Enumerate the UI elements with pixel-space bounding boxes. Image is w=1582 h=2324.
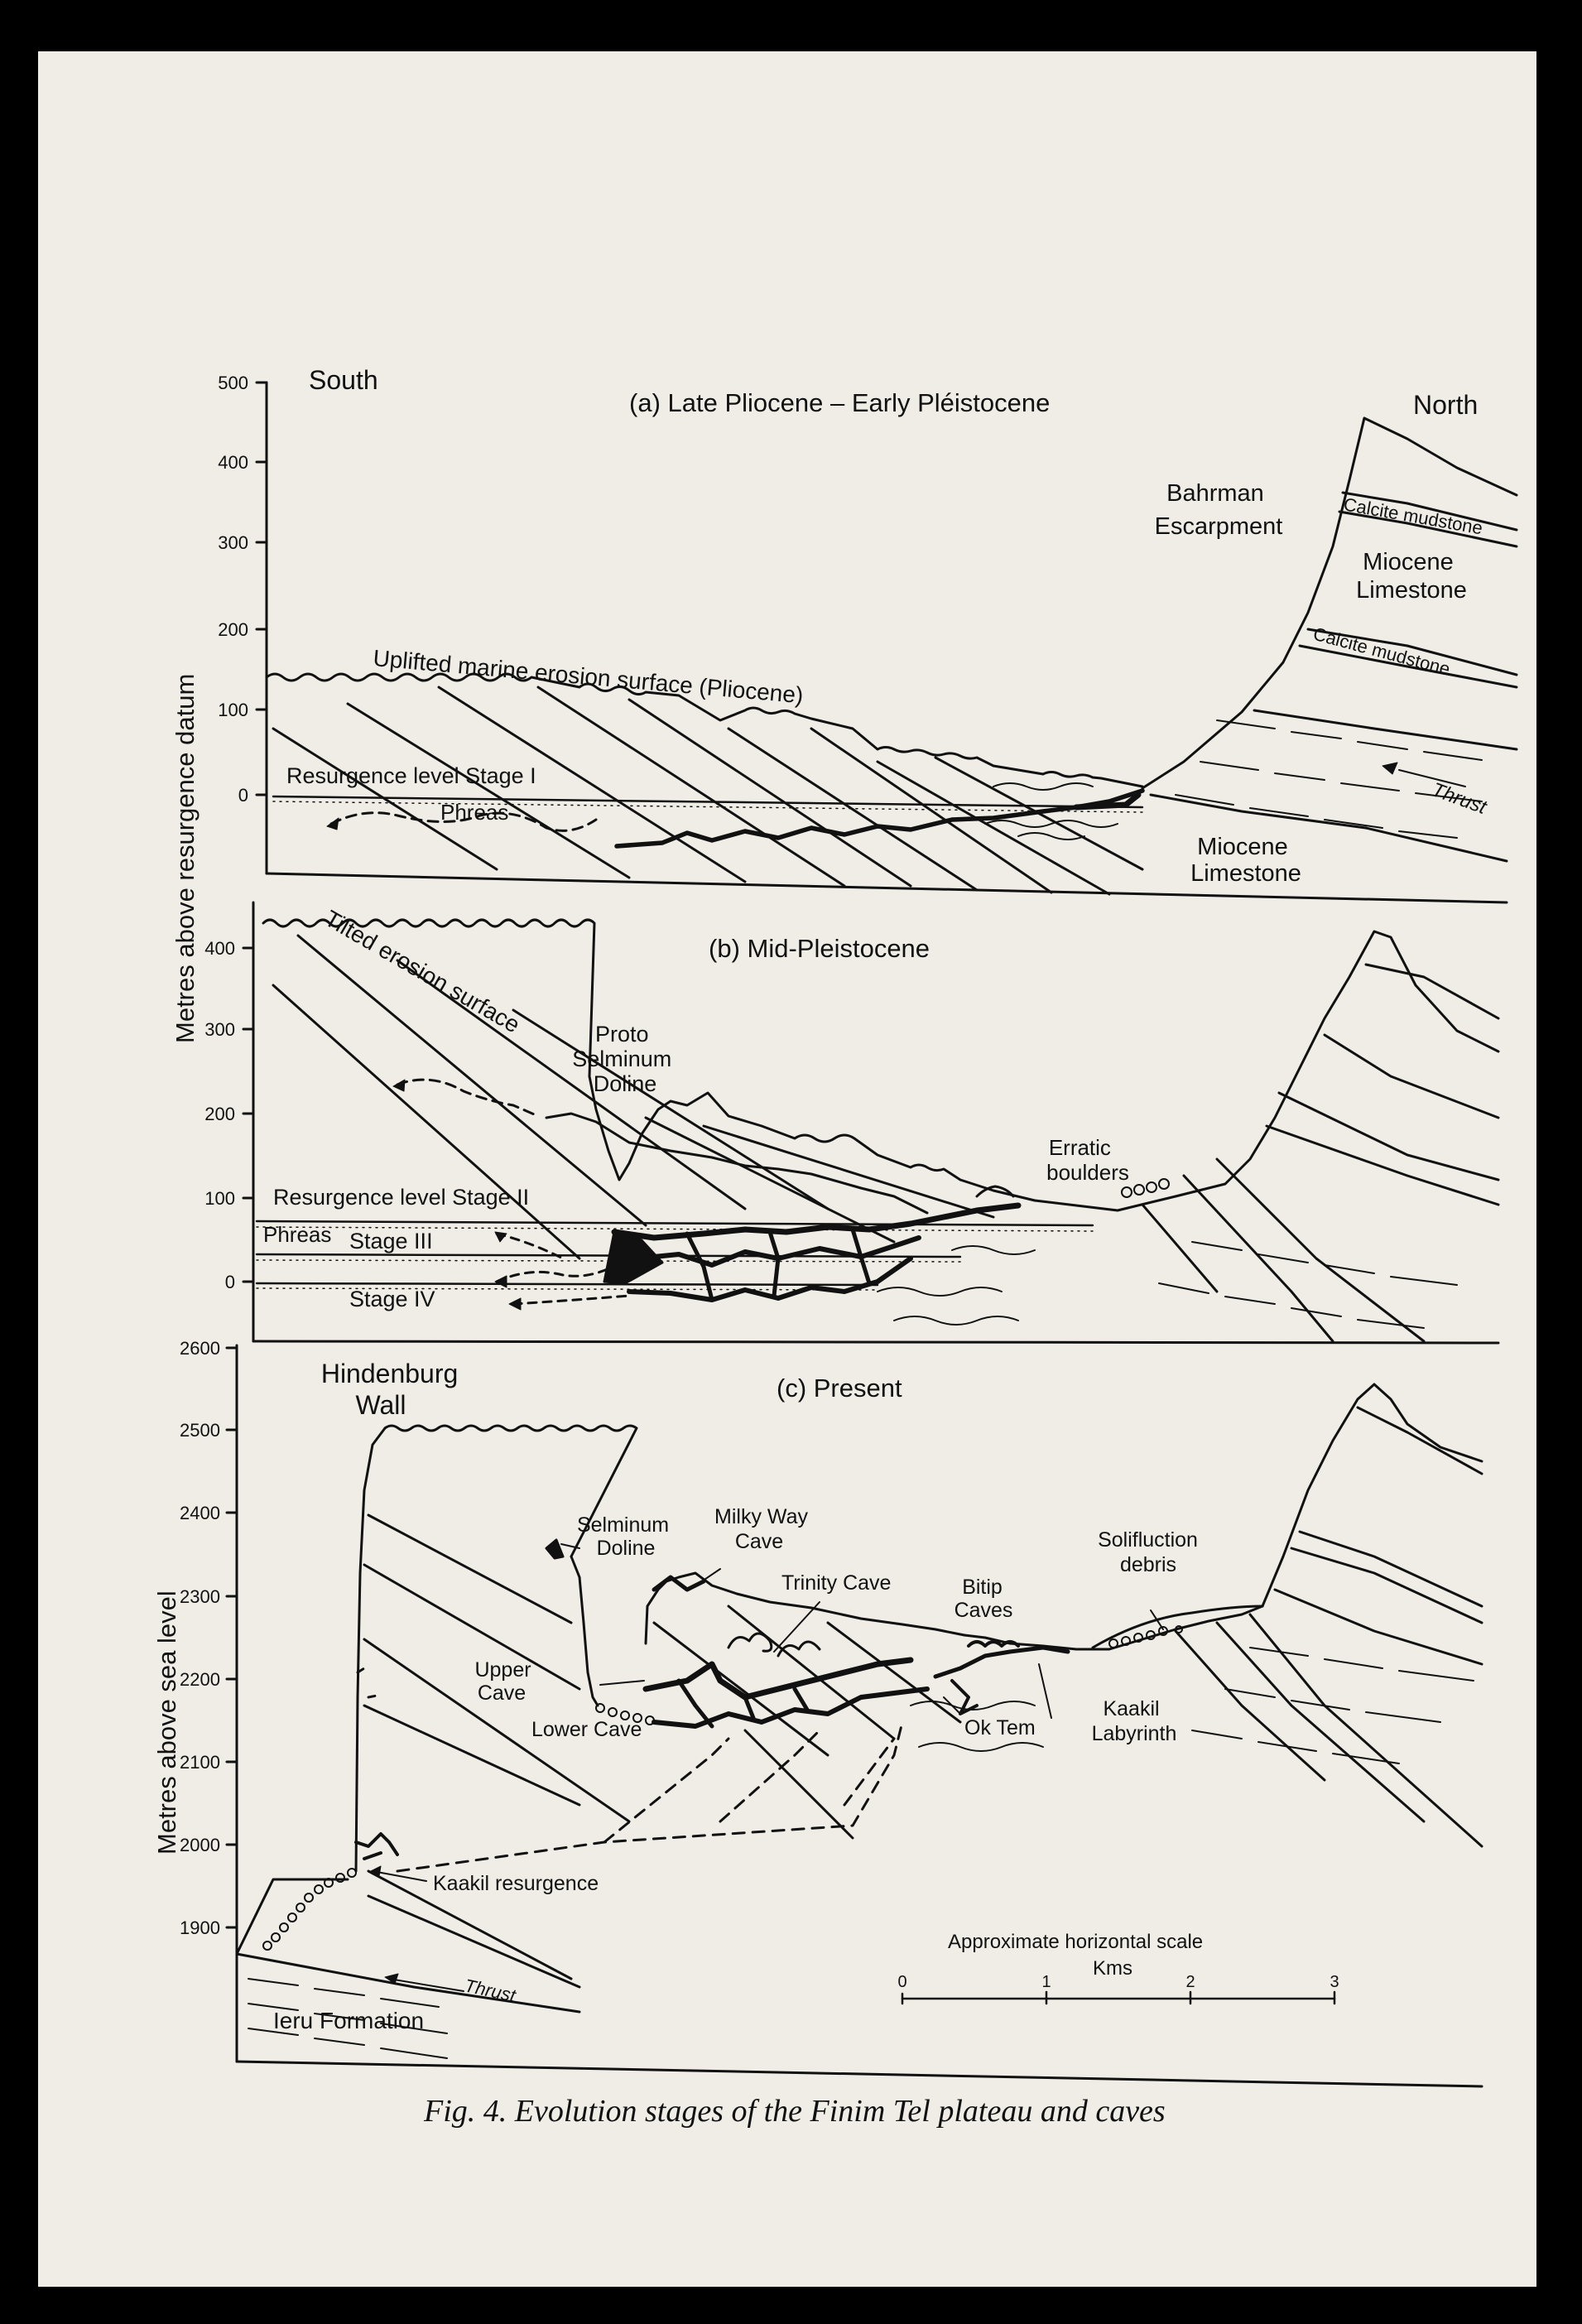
label-miocene-upper: Miocene Limestone bbox=[1356, 549, 1467, 604]
svg-text:2100: 2100 bbox=[180, 1752, 220, 1773]
label-lower-cave: Lower Cave bbox=[531, 1718, 642, 1741]
svg-text:2300: 2300 bbox=[180, 1586, 220, 1607]
label-ieru-formation: Ieru Formation bbox=[273, 2008, 425, 2033]
label-resurgence-stage2: Resurgence level Stage II bbox=[273, 1185, 530, 1210]
label-solifluction-debris: Solifluction debris bbox=[1098, 1528, 1198, 1576]
svg-text:500: 500 bbox=[218, 373, 248, 393]
label-calcite-upper: Calcite mudstone bbox=[1342, 493, 1484, 539]
svg-text:2600: 2600 bbox=[180, 1338, 220, 1359]
figure-caption: Fig. 4. Evolution stages of the Finim Tel plateau and caves bbox=[424, 2094, 1166, 2129]
svg-text:200: 200 bbox=[218, 619, 248, 640]
label-miocene-lower: Miocene Limestone bbox=[1190, 834, 1301, 887]
svg-text:400: 400 bbox=[204, 938, 235, 959]
label-bitip-caves: Bitip Caves bbox=[954, 1576, 1013, 1622]
svg-text:2000: 2000 bbox=[180, 1835, 220, 1855]
scale-title: Approximate horizontal scale bbox=[948, 1931, 1204, 1953]
label-north: North bbox=[1413, 390, 1479, 420]
svg-text:0: 0 bbox=[224, 1272, 235, 1292]
label-kaakil-labyrinth: Kaakil Labyrinth bbox=[1091, 1697, 1177, 1745]
panel-c-title: (c) Present bbox=[777, 1374, 902, 1403]
label-erosion-surface: Uplifted marine erosion surface (Pliocene) bbox=[372, 645, 805, 709]
label-stage4: Stage IV bbox=[349, 1287, 435, 1311]
label-escarpment: Bahrman Escarpment bbox=[1154, 480, 1283, 540]
svg-text:0: 0 bbox=[897, 1973, 907, 1991]
label-selminum-doline: Selminum Doline bbox=[576, 1513, 670, 1560]
svg-text:0: 0 bbox=[238, 785, 248, 806]
svg-text:1900: 1900 bbox=[180, 1917, 220, 1938]
panel-b-title: (b) Mid-Pleistocene bbox=[709, 934, 930, 963]
scale-unit: Kms bbox=[1093, 1957, 1132, 1980]
label-tilted-surface: Tilted erosion surface bbox=[320, 905, 525, 1038]
svg-text:300: 300 bbox=[204, 1019, 235, 1040]
axis-label-resurgence-datum: Metres above resurgence datum bbox=[171, 673, 200, 1043]
label-proto-doline: Proto Selminum Doline bbox=[572, 1022, 672, 1096]
svg-text:3: 3 bbox=[1330, 1973, 1339, 1991]
label-thrust-a: Thrust bbox=[1428, 778, 1490, 819]
label-stage3: Stage III bbox=[349, 1229, 433, 1253]
svg-text:300: 300 bbox=[218, 532, 248, 553]
label-phreas-b: Phreas bbox=[263, 1222, 332, 1247]
label-kaakil-resurgence: Kaakil resurgence bbox=[433, 1872, 599, 1895]
label-thrust-c: Thrust bbox=[462, 1975, 518, 2006]
svg-text:100: 100 bbox=[204, 1188, 235, 1209]
svg-text:2200: 2200 bbox=[180, 1669, 220, 1690]
svg-text:2400: 2400 bbox=[180, 1503, 220, 1523]
axis-label-sea-level: Metres above sea level bbox=[152, 1590, 181, 1855]
svg-text:200: 200 bbox=[204, 1104, 235, 1124]
svg-text:100: 100 bbox=[218, 700, 248, 720]
svg-text:2: 2 bbox=[1185, 1973, 1195, 1991]
label-erratic-boulders: Erratic boulders bbox=[1046, 1135, 1129, 1185]
paper bbox=[38, 51, 1536, 2287]
label-south: South bbox=[309, 365, 378, 395]
label-milky-way-cave: Milky Way Cave bbox=[714, 1505, 808, 1553]
label-hindenburg-wall: Hindenburg Wall bbox=[320, 1359, 459, 1420]
panel-a-title: (a) Late Pliocene – Early Pléistocene bbox=[629, 388, 1051, 417]
svg-text:2500: 2500 bbox=[180, 1420, 220, 1441]
label-trinity-cave: Trinity Cave bbox=[781, 1571, 892, 1595]
svg-text:400: 400 bbox=[218, 452, 248, 473]
label-resurgence-stage1: Resurgence level Stage I bbox=[286, 763, 536, 788]
label-upper-cave: Upper Cave bbox=[474, 1658, 531, 1705]
svg-text:1: 1 bbox=[1041, 1973, 1051, 1991]
label-phreas-a: Phreas bbox=[440, 800, 509, 825]
label-calcite-lower: Calcite mudstone bbox=[1310, 623, 1453, 680]
label-ok-tem: Ok Tem bbox=[964, 1716, 1036, 1739]
